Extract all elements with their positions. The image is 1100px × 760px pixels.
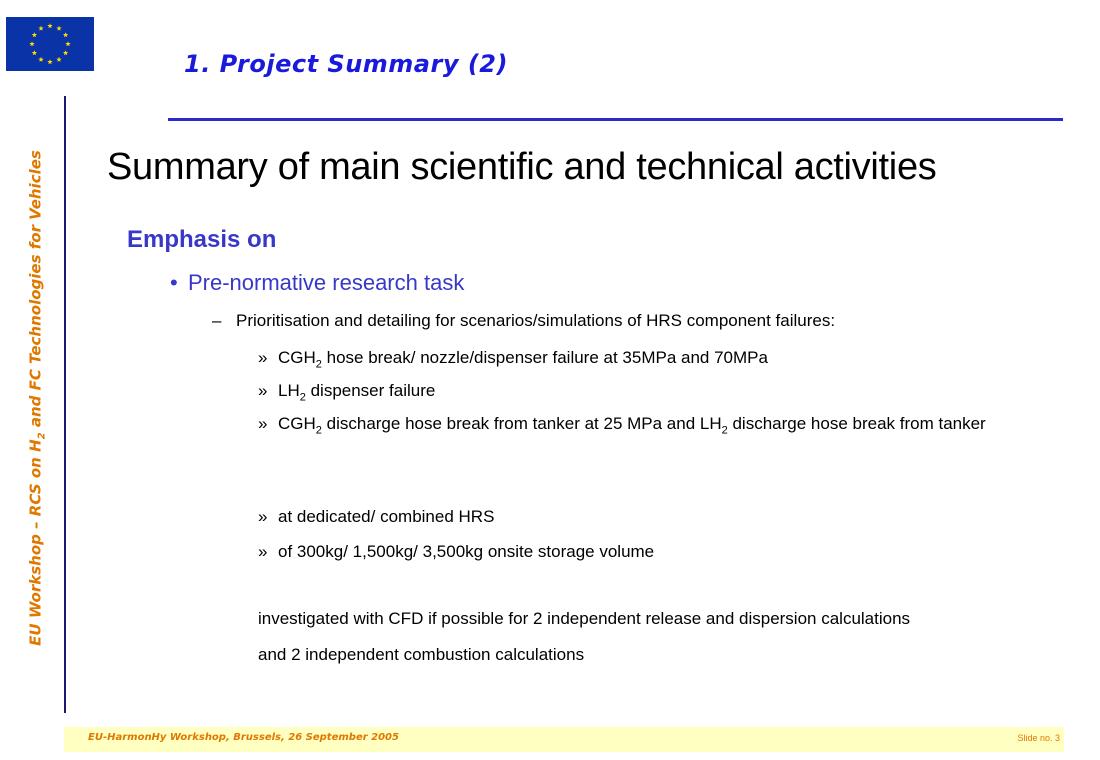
bullet-item	[170, 270, 464, 296]
text-part: CGH	[278, 348, 316, 367]
emphasis-heading: Emphasis on	[127, 226, 277, 253]
sidebar-vertical-title	[27, 150, 48, 646]
text-part: LH	[278, 381, 300, 400]
sub-item-mark: »	[258, 414, 268, 433]
sidebar-title-prefix: EU Workshop – RCS on H	[26, 439, 45, 646]
text-part: discharge hose break from tanker at 25 MPa and LH	[321, 414, 722, 433]
sub-item-mark: »	[258, 348, 268, 367]
sidebar-rule	[64, 96, 66, 713]
sub-item-cgh2-hose-break	[258, 346, 1058, 376]
bullet-mark: •	[170, 270, 178, 295]
subscript: 2	[315, 358, 322, 371]
text-part: CGH	[278, 414, 316, 433]
note-combustion: and 2 independent combustion calculations	[258, 645, 585, 664]
sub-item-text: of 300kg/ 1,500kg/ 3,500kg onsite storage volume	[278, 542, 655, 561]
slide-title: Summary of main scientific and technical activities	[107, 146, 937, 188]
sidebar-title-sub: 2	[36, 432, 48, 440]
sub-item-lh2-dispenser	[258, 379, 1058, 409]
dash-item	[212, 311, 835, 331]
note-cfd-release: investigated with CFD if possible for 2 independent release and dispersion calculations	[258, 609, 911, 628]
sub-item-text	[278, 379, 1058, 409]
text-part: dispenser failure	[305, 381, 436, 400]
sub-item-discharge-hose-break	[258, 412, 1058, 442]
slide-number: Slide no. 3	[1017, 733, 1060, 743]
sub-item-mark: »	[258, 381, 268, 400]
sub-item-storage-volume	[258, 540, 1058, 564]
sub-item-mark: »	[258, 507, 268, 526]
dash-text: Prioritisation and detailing for scenarios/simulations of HRS component failures:	[236, 311, 836, 330]
text-part: discharge hose break from tanker	[727, 414, 986, 433]
subscript: 2	[315, 424, 322, 437]
eu-flag-icon	[6, 17, 94, 71]
sub-item-mark: »	[258, 542, 268, 561]
sub-item-text: at dedicated/ combined HRS	[278, 507, 495, 526]
sidebar-title-suffix: and FC Technologies for Vehicles	[26, 150, 45, 433]
footer-bar	[64, 727, 1064, 752]
subscript: 2	[299, 391, 306, 404]
footer-event: EU-HarmonHy Workshop, Brussels, 26 September 2005	[88, 732, 399, 743]
bullet-text: Pre-normative research task	[188, 270, 465, 295]
text-part: hose break/ nozzle/dispenser failure at 35MPa and 70MPa	[321, 348, 768, 367]
subscript: 2	[721, 424, 728, 437]
dash-mark: –	[212, 311, 222, 330]
sub-item-dedicated-hrs	[258, 505, 1058, 529]
sub-item-text	[278, 346, 1058, 376]
eu-flag-svg	[6, 17, 94, 71]
header-rule	[168, 118, 1063, 121]
sub-item-text	[278, 412, 1058, 442]
slide-header: 1. Project Summary (2)	[184, 50, 508, 78]
